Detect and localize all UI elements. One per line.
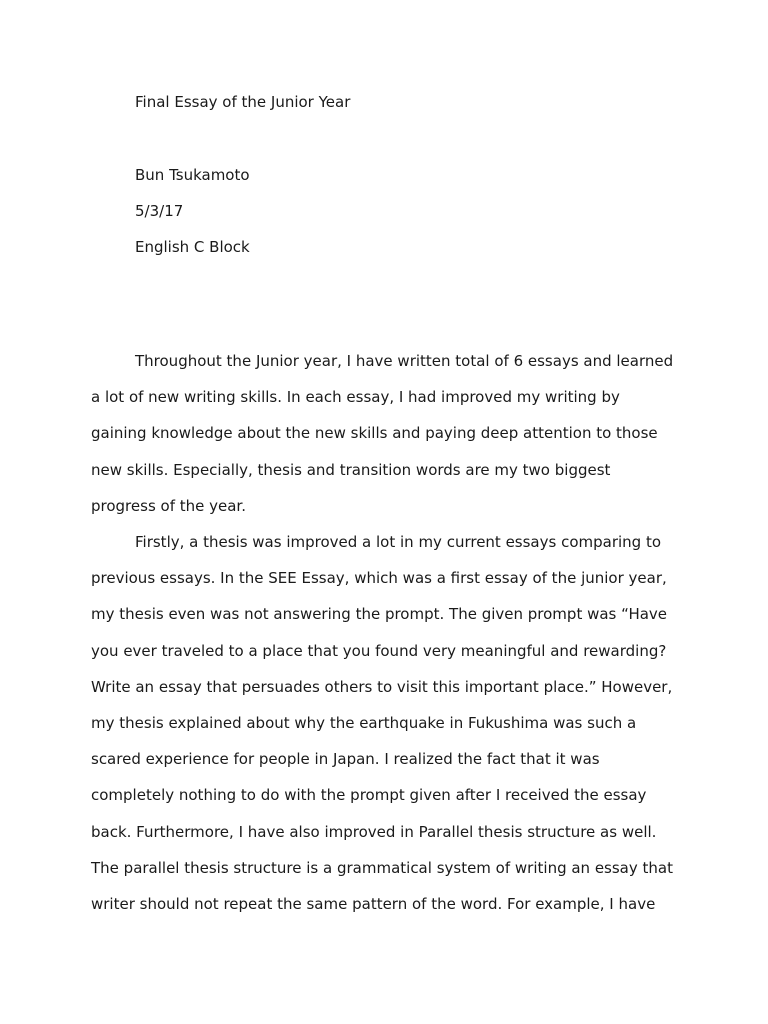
course-name: English C Block — [135, 238, 250, 256]
text-line: gaining knowledge about the new skills and paying deep attention to those — [91, 424, 658, 443]
text-line: my thesis even was not answering the prompt. The given prompt was “Have — [91, 605, 668, 624]
text-line: progress of the year. — [91, 496, 246, 515]
text-line: Throughout the Junior year, I have written total of 6 essays and learned — [135, 352, 674, 370]
text-line: a lot of new writing skills. In each essay, I had improved my writing by — [91, 388, 620, 407]
text-line: Firstly, a thesis was improved a lot in my current essays comparing to — [135, 533, 662, 552]
essay-date: 5/3/17 — [135, 202, 184, 220]
essay-title: Final Essay of the Junior Year — [135, 93, 351, 111]
text-line: scared experience for people in Japan. I realized the fact that it was — [91, 750, 600, 769]
text-line: back. Furthermore, I have also improved in Parallel thesis structure as well. — [91, 822, 657, 841]
paragraph-1 — [91, 343, 687, 524]
text-line: writer should not repeat the same pattern of the word. For example, I have — [91, 895, 656, 914]
text-line: previous essays. In the SEE Essay, which was a first essay of the junior year, — [91, 569, 667, 588]
text-line: new skills. Especially, thesis and transition words are my two biggest — [91, 460, 611, 479]
author-name: Bun Tsukamoto — [135, 166, 250, 184]
text-line: The parallel thesis structure is a grammatical system of writing an essay that — [91, 858, 673, 877]
text-line: my thesis explained about why the earthquake in Fukushima was such a — [91, 714, 637, 733]
text-line: you ever traveled to a place that you found very meaningful and rewarding? — [91, 641, 667, 660]
text-line: completely nothing to do with the prompt given after I received the essay — [91, 786, 647, 805]
text-line: Write an essay that persuades others to visit this important place.” However, — [91, 677, 673, 696]
paragraph-2 — [91, 524, 687, 922]
essay-body — [91, 343, 687, 922]
